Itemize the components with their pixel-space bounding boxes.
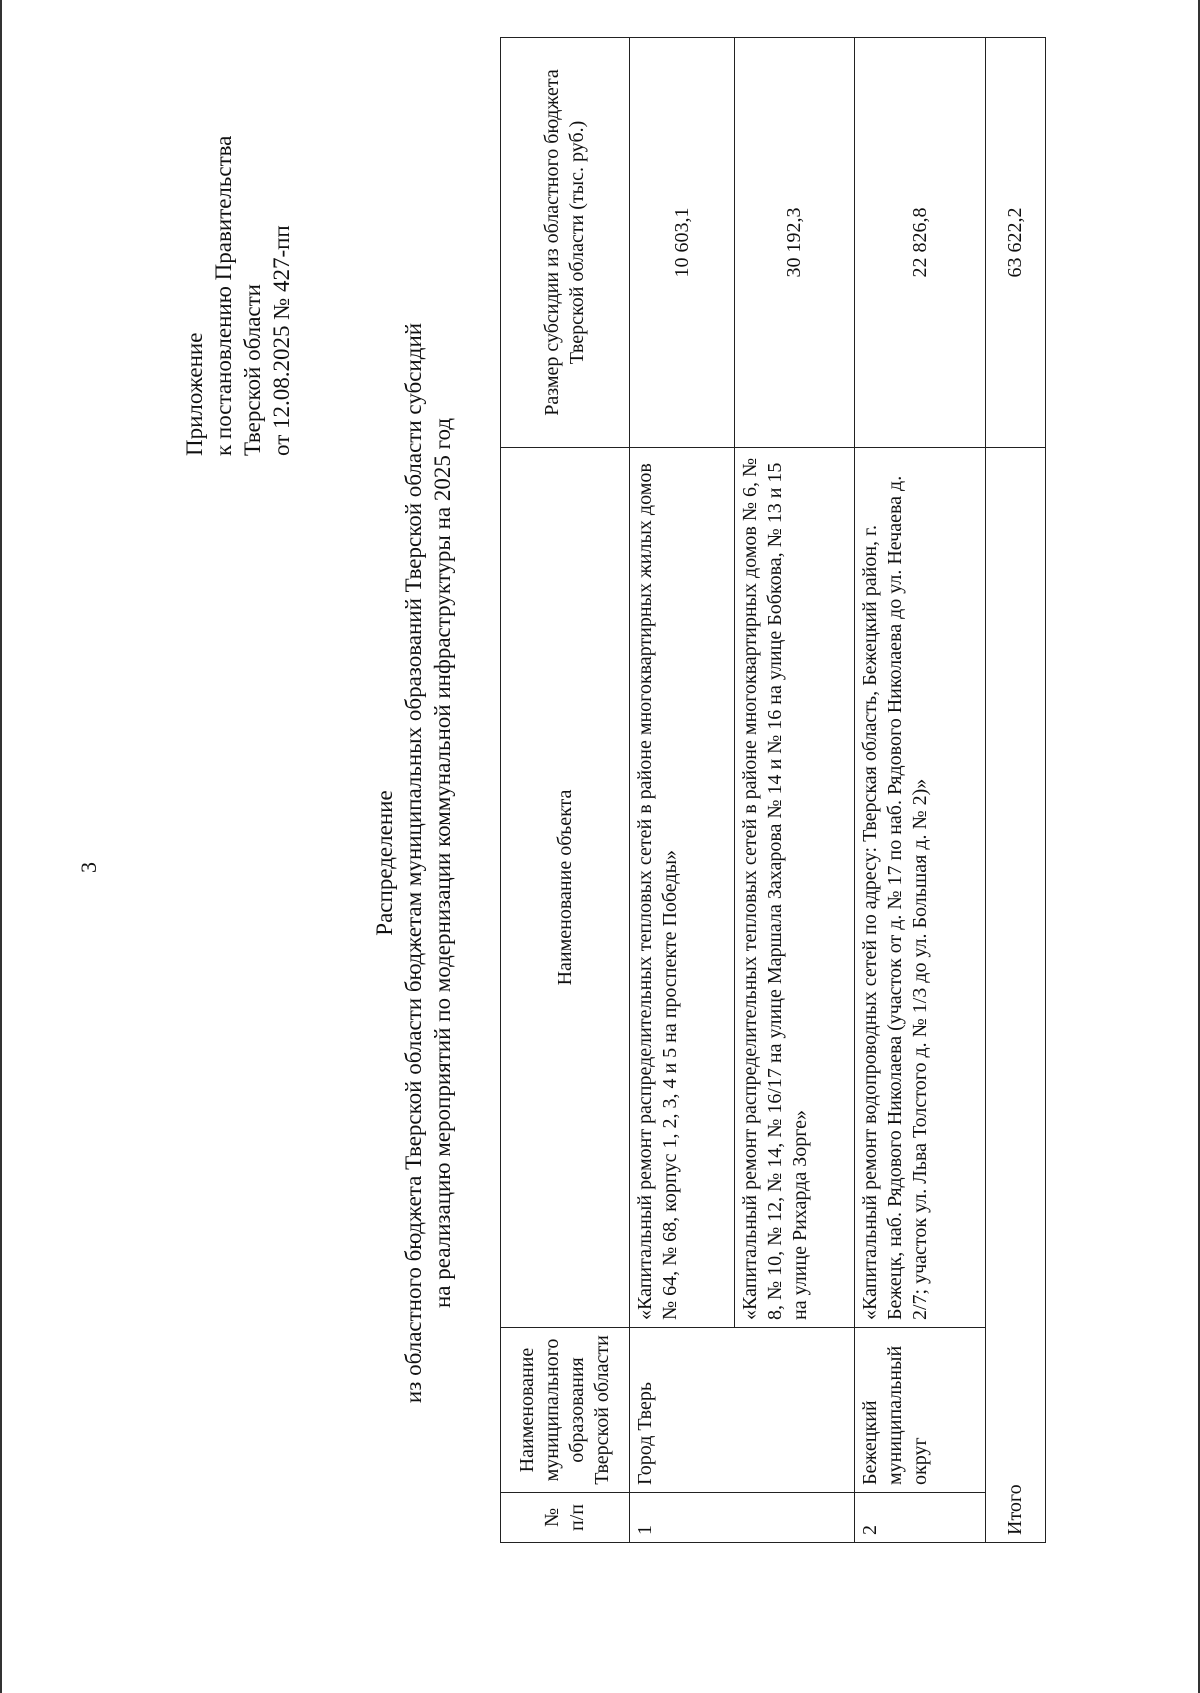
appendix-line-2: к постановлению Правительства bbox=[211, 135, 236, 456]
row-amount: 10 603,1 bbox=[630, 38, 735, 448]
subsidy-table bbox=[500, 37, 1046, 1543]
document-heading bbox=[370, 183, 457, 1543]
table-row bbox=[855, 38, 986, 1543]
row-municipality: Бежецкий муниципальный округ bbox=[855, 1328, 986, 1493]
row-amount: 22 826,8 bbox=[855, 38, 986, 448]
page-number: 3 bbox=[76, 862, 101, 873]
table-row bbox=[735, 38, 855, 1543]
header-object: Наименование объекта bbox=[501, 448, 630, 1328]
header-municipality: Наименование муниципального образования Тверской области bbox=[501, 1328, 630, 1493]
header-amount: Размер субсидии из областного бюджета Тверской области (тыс. руб.) bbox=[501, 38, 630, 448]
appendix-block bbox=[180, 16, 296, 456]
appendix-line-4: от 12.08.2025 № 427-пп bbox=[269, 225, 294, 456]
row-object: «Капитальный ремонт распределительных тепловых сетей в районе многоквартирных домов № 6, № 8, № 10, № 12, № 14, № 16/17 на улице Маршала Захарова № 14 и № 16 на улице Бобкова, № 13 и 15 на улице Рихарда Зорге» bbox=[735, 448, 855, 1328]
row-object: «Капитальный ремонт распределительных тепловых сетей в районе многоквартирных жилых домов № 64, № 68, корпус 1, 2, 3, 4 и 5 на проспекте Победы» bbox=[630, 448, 735, 1328]
heading-title: Распределение bbox=[372, 790, 397, 936]
appendix-line-3: Тверской области bbox=[240, 284, 265, 456]
header-num: № п/п bbox=[501, 1493, 630, 1543]
row-amount: 30 192,3 bbox=[735, 38, 855, 448]
row-num: 2 bbox=[855, 1493, 986, 1543]
row-municipality: Город Тверь bbox=[630, 1328, 855, 1493]
row-object: «Капитальный ремонт водопроводных сетей по адресу: Тверская область, Бежецкий район, г. Бежецк, наб. Рядового Николаева (участок от д. № 17 по наб. Рядового Николаева до ул. Нечаева д. 2/7; участок ул. Льва Толстого д. № 1/3 до ул. Большая д. № 2)» bbox=[855, 448, 986, 1328]
table-header-row bbox=[501, 38, 630, 1543]
row-num: 1 bbox=[630, 1493, 855, 1543]
table-row bbox=[630, 38, 735, 1543]
heading-line-1: из областного бюджета Тверской области бюджетам муниципальных образований Тверской области субсидий bbox=[401, 322, 426, 1404]
table-total-row bbox=[986, 38, 1046, 1543]
heading-line-2: на реализацию мероприятий по модернизации коммунальной инфраструктуры на 2025 год bbox=[430, 417, 455, 1309]
total-amount: 63 622,2 bbox=[986, 38, 1046, 448]
total-label: Итого bbox=[986, 448, 1046, 1543]
appendix-line-1: Приложение bbox=[182, 332, 207, 456]
